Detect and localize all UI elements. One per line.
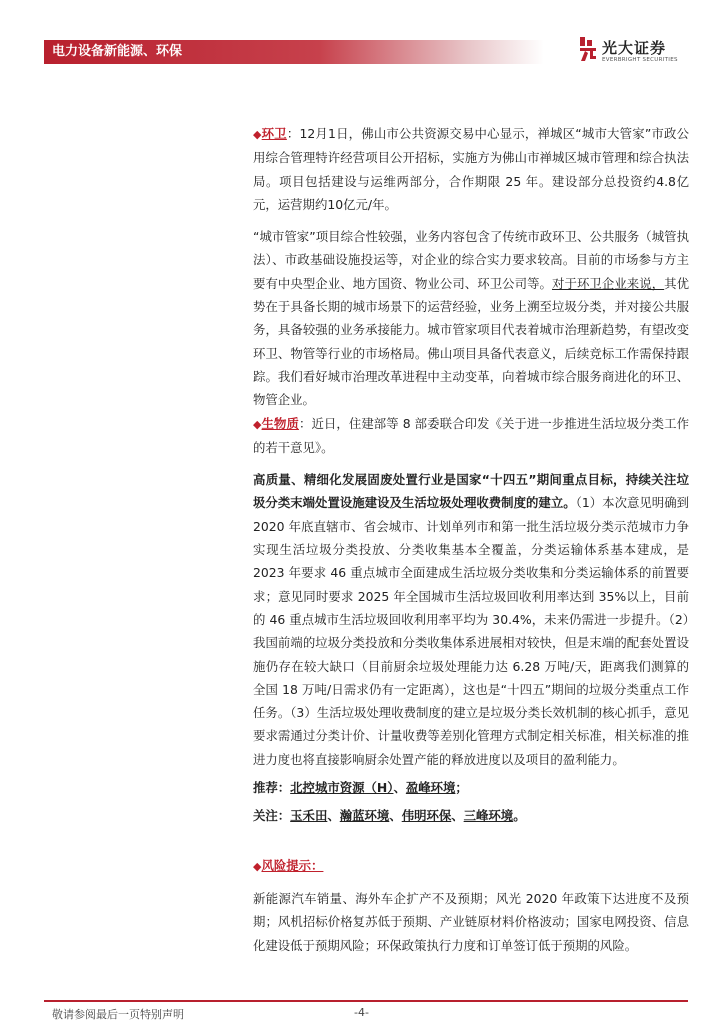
recommend-line: 推荐：北控城市资源（H）、盈峰环境； — [253, 780, 468, 796]
page-number: -4- — [354, 1006, 369, 1019]
recommend-stock-link[interactable]: 北控城市资源（H） — [290, 780, 394, 796]
recommend-label: 推荐： — [253, 780, 291, 796]
diamond-bullet-icon: ◆ — [253, 417, 262, 431]
company-logo — [578, 36, 688, 68]
risk-text: 新能源汽车销量、海外车企扩产不及预期；风光 2020 年政策下达进度不及预期；风机招标价格复苏低于预期、产业链原材料价格波动；国家电网投资、信息化建设低于预期风险；环保政策执行力度和订单签订低于预期的风险。 — [253, 890, 689, 953]
recommend-stock-link[interactable]: 盈峰环境 — [405, 780, 456, 796]
risk-heading — [253, 854, 689, 878]
diamond-bullet-icon: ◆ — [253, 128, 262, 141]
biomass-paragraph — [253, 412, 689, 460]
footer-disclaimer: 敬请参阅最后一页特别声明 — [52, 1008, 184, 1021]
focus-stock-link[interactable]: 玉禾田 — [290, 808, 328, 824]
biomass-label: 生物质 — [261, 415, 299, 431]
waste-policy-detail: （1）本次意见明确到 2020 年底直辖市、省会城市、计划单列市和第一批生活垃圾分类示范城市力争实现生活垃圾分类投放、分类收集基本全覆盖，分类运输体系基本建成，是 2023 年要求 46 重点城市全面建成生活垃圾分类收集和分类运输体系的前置要求；意见同时要求 2025 年全国城市生活垃圾回收利用率达到 35%以上，目前的 46 重点城市生活垃圾回收利用率平均为 30.4%，未来仍需进一步提升。（2）我国前端的垃圾分类投放和分类收集体系进展相对较快，但是末端的配套处置设施仍存在较大缺口（目前厨余垃圾处理能力达 6.28 万吨/天，距离我们测算的全国 18 万吨/日需求仍有一定距离），这也是“十四五”期间的垃圾分类重点工作任务。（3）生活垃圾处理收费制度的建立是垃圾分类长效机制的核心抓手，意见要求需通过分类计价、计量收费等差别化管理方式制定相关标准，相关标准的推进力度也将直接影响厨余处置产能的释放进度以及项目的盈利能力。 — [253, 495, 690, 767]
env-sanitation-label: 环卫 — [261, 126, 287, 141]
logo-mark-icon — [578, 36, 598, 62]
report-body — [253, 122, 689, 957]
biomass-text: ：近日，住建部等 8 部委联合印发《关于进一步推进生活垃圾分类工作的若干意见》。 — [253, 415, 689, 455]
city-manager-paragraph — [253, 225, 689, 411]
focus-line: 关注：玉禾田、瀚蓝环境、伟明环保、三峰环境。 — [253, 808, 526, 824]
diamond-bullet-icon: ◆ — [253, 859, 262, 873]
waste-policy-paragraph — [253, 468, 689, 771]
focus-label: 关注： — [253, 808, 291, 824]
city-manager-text-a: “城市管家”项目综合性较强，业务内容包含了传统市政环卫、公共服务（城管执法）、市政基础设施投运等，对企业的综合实力要求较高。目前的市场参与方主要有中央型企业、地方国资、物业公司、环卫公司等。 — [253, 229, 689, 291]
logo-text-en: EVERBRIGHT SECURITIES — [602, 57, 678, 63]
risk-label: 风险提示： — [261, 857, 324, 873]
focus-stock-link[interactable]: 瀚蓝环境 — [339, 808, 390, 824]
logo-text-cn: 光大证券 — [602, 39, 667, 57]
section-title: 电力设备新能源、环保 — [52, 44, 183, 59]
city-manager-text-c: 其优势在于具备长期的城市场景下的运营经验，业务上溯至垃圾分类，并对接公共服务，具备较强的业务承接能力。城市管家项目代表着城市治理新趋势，有望改变环卫、物管等行业的市场格局。佛山项目具备代表意义，后续竞标工作需保持跟踪。我们看好城市治理改革进程中主动变革，向着城市综合服务商进化的环卫、物管企业。 — [253, 275, 690, 408]
focus-stock-link[interactable]: 三峰环境 — [463, 808, 514, 824]
footer-divider — [44, 1000, 688, 1002]
waste-policy-bold: 高质量、精细化发展固废处置行业是国家“十四五”期间重点目标，持续关注垃圾分类末端处置设施建设及生活垃圾处理收费制度的建立。 — [253, 472, 689, 511]
env-sanitation-paragraph — [253, 122, 689, 216]
city-manager-text-b: 对于环卫企业来说， — [552, 275, 665, 291]
focus-stock-link[interactable]: 伟明环保 — [401, 808, 452, 824]
env-sanitation-text: ：12月1日，佛山市公共资源交易中心显示，禅城区“城市大管家”市政公用综合管理特许经营项目公开招标，实施方为佛山市禅城区城市管理和综合执法局。项目包括建设与运维两部分，合作期限 25 年。建设部分总投资约4.8亿元，运营期约10亿元/年。 — [253, 126, 690, 212]
